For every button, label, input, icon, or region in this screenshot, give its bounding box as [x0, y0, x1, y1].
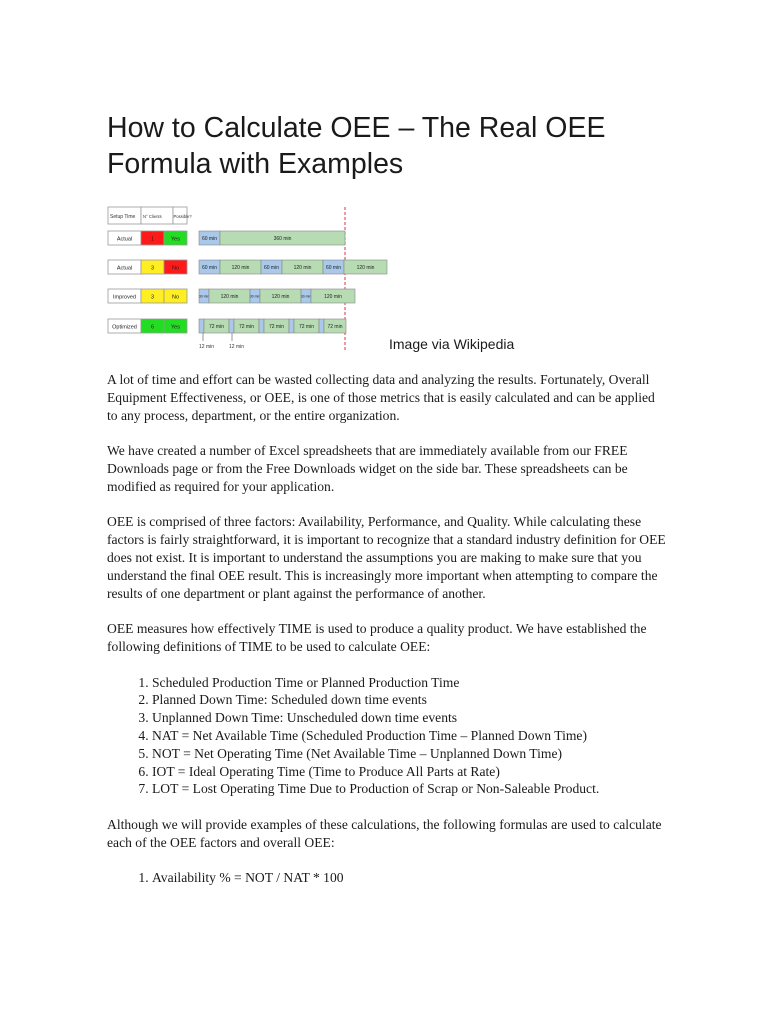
row-label: Actual [116, 236, 133, 243]
clients-count: 3 [150, 265, 155, 272]
annotation-label: 12 min [199, 344, 215, 350]
segment-setup: 30 min [249, 294, 261, 299]
row-optimized [108, 319, 346, 333]
article-title: How to Calculate OEE – The Real OEE Formula with Examples [107, 112, 606, 180]
header-possible: Possible? [173, 214, 192, 219]
possible-value: Yes [171, 324, 180, 331]
oee-timeline-figure [107, 205, 397, 355]
header-setup-time: Setup Time [110, 214, 136, 220]
possible-value: No [171, 265, 180, 272]
segment-run: 72 min [268, 324, 285, 330]
segment-run: 120 min [324, 294, 342, 300]
paragraph: A lot of time and effort can be wasted collecting data and analyzing the results. Fortunately, Overall Equipment Effectiveness, or OEE, is one of those metrics that is easily calculated and can be applied to any process, department, or the entire organization. [107, 372, 655, 423]
segment-run: 72 min [208, 324, 225, 330]
segment-run: 120 min [231, 265, 250, 271]
paragraph: We have created a number of Excel spreadsheets that are immediately available from our FREE Downloads page or from the Free Downloads widget on the side bar. These spreadsheets can be modified as required for your application. [107, 443, 628, 494]
segment-run: 120 min [293, 265, 312, 271]
paragraph: OEE measures how effectively TIME is used to produce a quality product. We have established the following definitions of TIME to be used to calculate OEE: [107, 621, 647, 654]
row-improved [108, 289, 355, 303]
row-label: Improved [113, 294, 136, 301]
clients-count: 1 [150, 236, 155, 243]
segment-run: 120 min [271, 294, 290, 300]
segment-run: 120 min [220, 294, 239, 300]
segment-run: 72 min [298, 324, 315, 330]
segment-run: 360 min [273, 236, 292, 242]
header-clients: N° Clients [143, 214, 162, 219]
figure-caption: Image via Wikipedia [389, 336, 515, 352]
row-label: Actual [116, 265, 133, 272]
segment-run: 120 min [356, 265, 375, 271]
paragraph: OEE is comprised of three factors: Availability, Performance, and Quality. While calculating these factors is fairly straightforward, it is important to recognize that a standard industry definition for OEE does not exist. It is important to understand the assumptions you are making to make sure that you understand the final OEE result. This is increasingly more important when attempting to compare the results of one department or plant against the performance of another. [107, 514, 666, 601]
list-item: 1. Scheduled Production Time or Planned Production Time [152, 674, 667, 692]
list-item: 4. NAT = Net Available Time (Scheduled Production Time – Planned Down Time) [152, 727, 667, 745]
list-item: 5. NOT = Net Operating Time (Net Available Time – Unplanned Down Time) [152, 745, 667, 763]
list-item: 1. Availability % = NOT / NAT * 100 [152, 869, 667, 887]
segment-run: 72 min [327, 324, 343, 330]
formulas-list [107, 869, 667, 887]
list-item: 2. Planned Down Time: Scheduled down time events [152, 691, 667, 709]
segment-setup: 30 min [198, 294, 210, 299]
article-body [107, 371, 667, 905]
possible-value: Yes [171, 236, 180, 243]
row-label: Optimized [112, 324, 137, 331]
annotation-label: 12 min [229, 344, 245, 350]
segment-run: 72 min [238, 324, 255, 330]
row-actual-1 [108, 231, 345, 245]
list-item: 3. Unplanned Down Time: Unscheduled down time events [152, 709, 667, 727]
clients-count: 6 [150, 324, 155, 331]
segment-setup: 30 min [300, 294, 312, 299]
row-actual-2 [108, 260, 387, 274]
possible-value: No [171, 294, 180, 301]
segment-setup: 60 min [325, 265, 342, 271]
paragraph: Although we will provide examples of these calculations, the following formulas are used to calculate each of the OEE factors and overall OEE: [107, 816, 662, 850]
segment-setup: 60 min [201, 236, 218, 242]
segment-setup: 60 min [201, 265, 218, 271]
clients-count: 3 [150, 294, 155, 301]
list-item: 6. IOT = Ideal Operating Time (Time to Produce All Parts at Rate) [152, 763, 667, 781]
time-definitions-list [107, 674, 667, 799]
segment-setup: 60 min [263, 265, 280, 271]
list-item: 7. LOT = Lost Operating Time Due to Production of Scrap or Non-Saleable Product. [152, 780, 667, 798]
